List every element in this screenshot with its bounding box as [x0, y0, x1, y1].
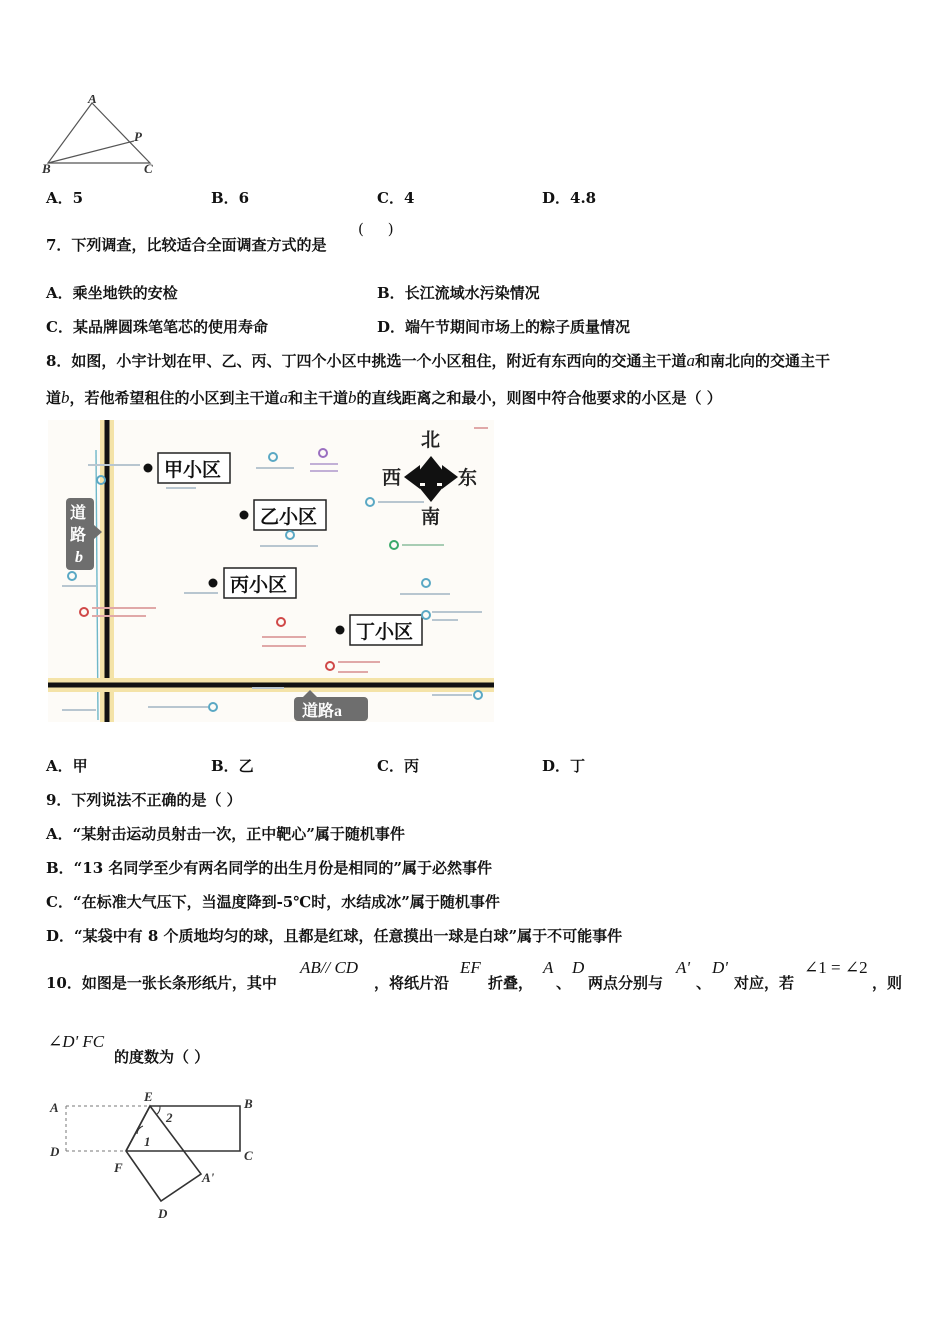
- q9-option-a: A．“某射击运动员射击一次，正中靶心”属于随机事件: [46, 825, 405, 843]
- q8-stem-line1: 8．如图，小宇计划在甲、乙、丙、丁四个小区中挑选一个小区租住，附近有东西向的交通主干道a和南北向的交通主干: [46, 351, 830, 370]
- label-angle-2: 2: [166, 1110, 173, 1125]
- q6-option-d: D．4.8: [542, 189, 597, 207]
- label-c: C: [144, 161, 153, 176]
- q8-stem-line2: 道b，若他希望租住的小区到主干道a和主干道b的直线距离之和最小，则图中符合他要求的小区是（ ）: [46, 388, 722, 407]
- svg-text:路: 路: [70, 527, 87, 544]
- svg-text:道路a: 道路a: [302, 703, 343, 720]
- q9-option-c: C．“在标准大气压下，当温度降到-5℃时，水结成冰”属于随机事件: [46, 893, 500, 911]
- label-e: E: [144, 1089, 153, 1104]
- q10-text-1: 10．如图是一张长条形纸片，其中: [46, 974, 277, 992]
- label-b: B: [42, 161, 51, 176]
- folded-flap: [126, 1106, 201, 1201]
- label-d-prime: D: [158, 1206, 168, 1221]
- label-p: P: [134, 129, 142, 144]
- q6-option-b: B．6: [211, 189, 250, 207]
- q10-math-angle-dfc: ∠D' FC: [48, 1032, 105, 1051]
- q8-map-figure: [48, 420, 494, 722]
- svg-text:乙小区: 乙小区: [260, 506, 318, 528]
- var-b: b: [348, 388, 357, 407]
- q9-option-d: D．“某袋中有 8 个质地均匀的球，且都是红球，任意摸出一球是白球”属于不可能事件: [46, 927, 623, 945]
- q10-text-8: ，则: [872, 974, 903, 992]
- label-d: D: [50, 1144, 60, 1159]
- q10-text-7: 对应，若: [734, 974, 795, 992]
- q10-text-9: 的度数为（ ）: [114, 1048, 210, 1066]
- var-a: a: [279, 388, 289, 407]
- svg-text:北: 北: [421, 429, 441, 451]
- q10-math-a: A: [543, 958, 554, 977]
- var-b: b: [61, 388, 70, 407]
- q10-text-5: 两点分别与: [588, 974, 664, 992]
- svg-text:丙小区: 丙小区: [230, 574, 288, 596]
- q10-math-d-prime: D': [712, 958, 728, 977]
- label-b: B: [244, 1096, 253, 1111]
- q8-option-b: B．乙: [211, 757, 254, 775]
- var-a: a: [686, 351, 695, 370]
- q10-text-2: ，将纸片沿: [374, 974, 450, 992]
- q8-option-a: A．甲: [46, 757, 88, 775]
- svg-text:西: 西: [382, 467, 402, 489]
- q10-math-a-prime: A': [676, 958, 691, 977]
- q7-option-a: A．乘坐地铁的安检: [46, 284, 178, 302]
- q6-triangle-figure: [40, 95, 160, 177]
- q10-text-3: 折叠，: [488, 974, 534, 992]
- q6-option-a: A．5: [46, 189, 84, 207]
- svg-text:丁小区: 丁小区: [356, 621, 414, 643]
- segment-bp: [48, 141, 134, 163]
- label-angle-1: 1: [144, 1134, 151, 1149]
- q8-option-c: C．丙: [377, 757, 419, 775]
- svg-text:东: 东: [458, 467, 478, 489]
- q9-stem: 9．下列说法不正确的是（ ）: [46, 791, 242, 809]
- q10-math-d: D: [572, 958, 585, 977]
- q10-math-angle-equation: ∠1 = ∠2: [804, 958, 868, 977]
- q7-option-c: C．某品牌圆珠笔笔芯的使用寿命: [46, 318, 268, 336]
- q10-folding-figure: [44, 1088, 274, 1228]
- q6-option-c: C．4: [377, 189, 415, 207]
- strip-ebc: [150, 1106, 240, 1151]
- label-a-prime: A': [202, 1170, 215, 1185]
- q7-stem: 7．下列调查，比较适合全面调查方式的是: [46, 236, 327, 254]
- svg-text:道: 道: [70, 505, 87, 522]
- label-f: F: [114, 1160, 123, 1175]
- svg-text:甲小区: 甲小区: [164, 459, 222, 481]
- q7-option-d: D．端午节期间市场上的粽子质量情况: [377, 318, 631, 336]
- label-a: A: [88, 95, 97, 106]
- q10-math-ef: EF: [460, 958, 481, 977]
- q10-text-6: 、: [696, 974, 712, 992]
- q7-paren: ( ): [358, 220, 394, 238]
- svg-text:b: b: [75, 549, 83, 566]
- q10-text-4: 、: [556, 974, 572, 992]
- label-a: A: [50, 1100, 59, 1115]
- q10-math-ab-parallel-cd: AB// CD: [300, 958, 359, 977]
- svg-text:南: 南: [421, 506, 441, 528]
- label-c: C: [244, 1148, 253, 1163]
- q7-option-b: B．长江流域水污染情况: [377, 284, 540, 302]
- q8-option-d: D．丁: [542, 757, 586, 775]
- q9-option-b: B．“13 名同学至少有两名同学的出生月份是相同的”属于必然事件: [46, 859, 493, 877]
